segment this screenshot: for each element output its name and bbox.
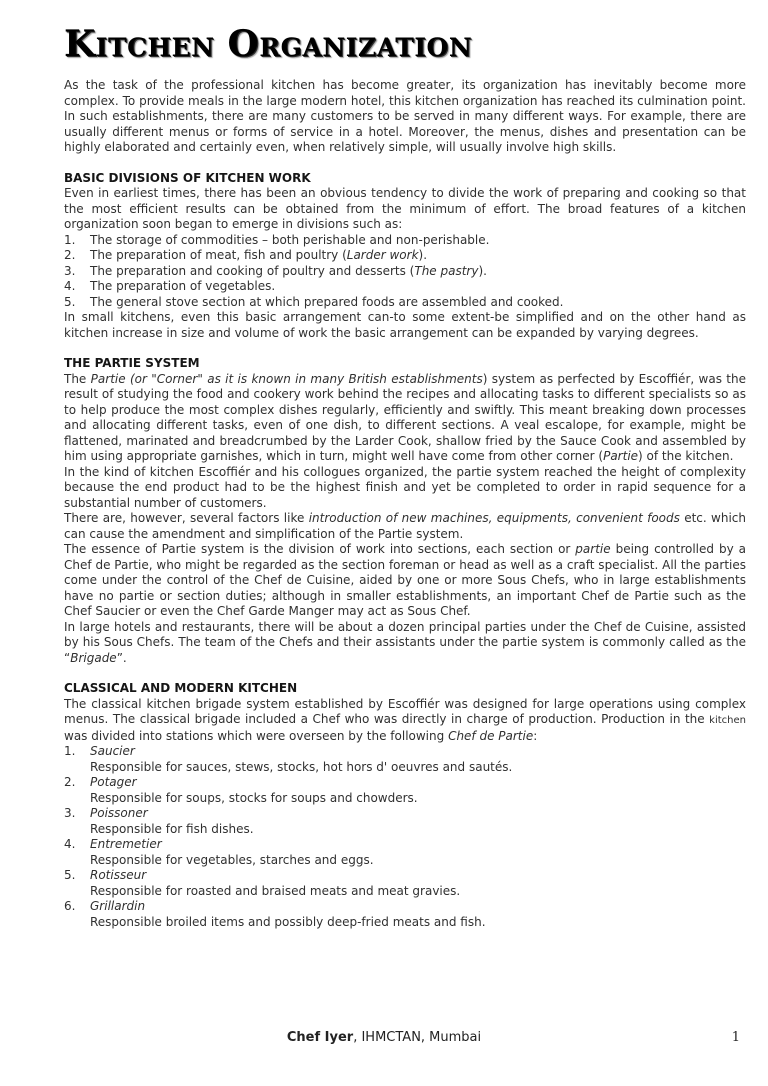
text-run: Partie [603,449,639,463]
text-run: ) of the kitchen. [638,449,734,463]
paragraph [64,372,746,465]
list-item-number: 1. [64,232,76,247]
text-run: Partie (or "Corner" as it is known in many British establishments [90,371,483,386]
text-run: ”. [116,650,127,665]
list-item-text [90,837,162,851]
page-title: Kitchen Organization [64,23,473,65]
text-run: The general stove section at which prepared foods are assembled and cooked. [90,294,564,309]
text-run: Responsible for vegetables, starches and eggs. [90,852,374,867]
paragraph [64,310,746,341]
list-item-description [64,915,746,931]
text-run: Chef de Partie [448,728,534,743]
list-item [64,233,746,249]
list-item [64,899,746,915]
text-run: The pastry [414,263,479,278]
text-run: Even in earliest times, there has been an obvious tendency to divide the work of preparing and cooking so that the most efficient results can be obtained from the minimum of effort. The broad features of a kitchen organization soon began to emerge in divisions such as: [64,186,746,231]
text-run: The preparation of meat, fish and poultry ( [90,248,347,262]
paragraph [64,697,746,745]
footer-author-line [287,1030,481,1045]
text-run: being controlled by a Chef de Partie, who might be regarded as the section foreman or head as well as a craft specialist. All the parties come under the control of the Chef de Cuisine, aided by one or more Sous Chefs, who in large establishments have no partie or section duties; although in smaller establishments, an important Chef de Partie such as the Chef Saucier or even the Chef Garde Manger may act as Sous Chef. [64,542,746,618]
list-item-number: 6. [64,899,76,913]
text-run: partie [575,542,611,556]
list-item [64,295,746,311]
list-item-number: 2. [64,775,76,789]
page-footer [0,1030,768,1046]
text-run: The preparation of vegetables. [90,279,276,293]
text-run: Grillardin [90,899,146,913]
list-item-text [90,233,489,247]
paragraph [64,465,746,512]
list-item-number: 4. [64,837,76,851]
list-item-text [90,806,148,820]
list-item [64,248,746,264]
text-run: Rotisseur [90,868,147,882]
page-number: 1 [731,1030,740,1045]
text-run: In small kitchens, even this basic arrangement can-to some extent-be simplified and on the other hand as kitchen increase in size and volume of work the basic arrangement can be expanded by varying degrees. [64,310,746,340]
text-run: was divided into stations which were overseen by the following [64,728,449,743]
text-run: Entremetier [90,837,162,851]
list-item-description [64,822,746,838]
footer-author: Chef Iyer [286,1030,354,1045]
paragraph [64,78,746,156]
list-item-text [90,248,427,262]
text-run: : [533,728,538,743]
list-item-description [64,760,746,776]
text-run: In large hotels and restaurants, there will be about a dozen principal parties under the Chef de Cuisine, assisted by his Sous Chefs. The team of the Chefs and their assistants under the partie system is commonly called as the “ [64,619,746,665]
section-heading: BASIC DIVISIONS OF KITCHEN WORK [64,170,311,185]
list-item-number: 3. [64,806,76,820]
list-item [64,264,746,280]
text-run: Brigade [70,650,117,665]
list-item-number: 2. [64,248,76,262]
text-run: ). [478,263,487,278]
list-item-number: 5. [64,868,76,882]
text-run: Responsible for roasted and braised meats and meat gravies. [90,883,461,898]
list-item-number: 1. [64,744,76,758]
list-item [64,744,746,760]
list-item [64,868,746,884]
paragraph [64,542,746,620]
list-item-text [90,899,145,913]
text-run: The storage of commodities – both perishable and non-perishable. [90,232,490,247]
list-item [64,806,746,822]
list-item [64,837,746,853]
text-run: The [64,371,91,386]
list-item-text [90,264,487,278]
text-run: As the task of the professional kitchen has become greater, its organization has inevitably become more complex. To provide meals in the large modern hotel, this kitchen organization has reached its culmination point. In such establishments, there are many customers to be served in many different ways. For example, there are usually different menus or forms of service in a hotel. Moreover, the menus, dishes and presentation can be highly elaborated and certainly even, when relatively simple, will usually involve high skills. [64,78,746,154]
text-run: Saucier [90,744,135,758]
text-run: ) system as perfected by Escoffiér, was the result of studying the food and cookery work behind the recipes and allocating tasks to different specialists so as to help produce the most complex dishes regularly, efficiently and swiftly. This meant breaking down processes and allocating different tasks, even of one dish, to different sections. A veal escalope, for example, might be flattened, marinated and breadcrumbed by the Larder Cook, shallow fried by the Sauce Cook and assembled by him using appropriate garnishes, which in turn, might well have come from other corner ( [64,371,746,463]
text-run: The classical kitchen brigade system established by Escoffiér was designed for large operations using complex menus. The classical brigade included a Chef who was directly in charge of production. Production in the [64,696,746,726]
text-run: Responsible for sauces, stews, stocks, hot hors d' oeuvres and sautés. [90,759,513,774]
paragraph [64,186,746,233]
text-run: In the kind of kitchen Escoffiér and his collogues organized, the partie system reached the height of complexity because the end product had to be the highest finish and yet be completed to order in rapid sequence for a substantial number of customers. [64,464,746,510]
list-item-text [90,868,146,882]
text-run: Poissoner [90,806,148,820]
paragraph [64,620,746,667]
text-run: ). [418,248,428,262]
list-item-description [64,853,746,869]
list-item-number: 5. [64,294,76,309]
list-item [64,775,746,791]
text-run: Responsible broiled items and possibly deep-fried meats and fish. [90,914,486,929]
section-heading: THE PARTIE SYSTEM [64,356,200,370]
list-item-text [90,744,135,758]
text-run: introduction of new machines, equipments, convenient foods [308,511,680,525]
text-run: There are, however, several factors like [64,511,309,525]
text-run: kitchen [709,715,746,726]
list-item-number: 4. [64,279,76,293]
text-run: Potager [90,775,137,789]
text-run: Larder work [346,248,419,262]
list-item-description [64,791,746,807]
text-run: The essence of Partie system is the division of work into sections, each section or [64,542,576,556]
document-body [64,78,746,930]
list-item-text [90,295,563,309]
list-item-number: 3. [64,263,76,278]
text-run: Responsible for fish dishes. [90,821,254,836]
list-item-description [64,884,746,900]
footer-affiliation: , IHMCTAN, Mumbai [353,1030,482,1045]
paragraph [64,511,746,542]
text-run: etc. which can cause the amendment and simplification of the Partie system. [64,511,747,541]
list-item [64,279,746,295]
text-run: Responsible for soups, stocks for soups and chowders. [90,790,418,805]
text-run: The preparation and cooking of poultry and desserts ( [90,263,415,278]
list-item-text [90,279,275,293]
section-heading: CLASSICAL AND MODERN KITCHEN [64,681,298,695]
list-item-text [90,775,137,789]
